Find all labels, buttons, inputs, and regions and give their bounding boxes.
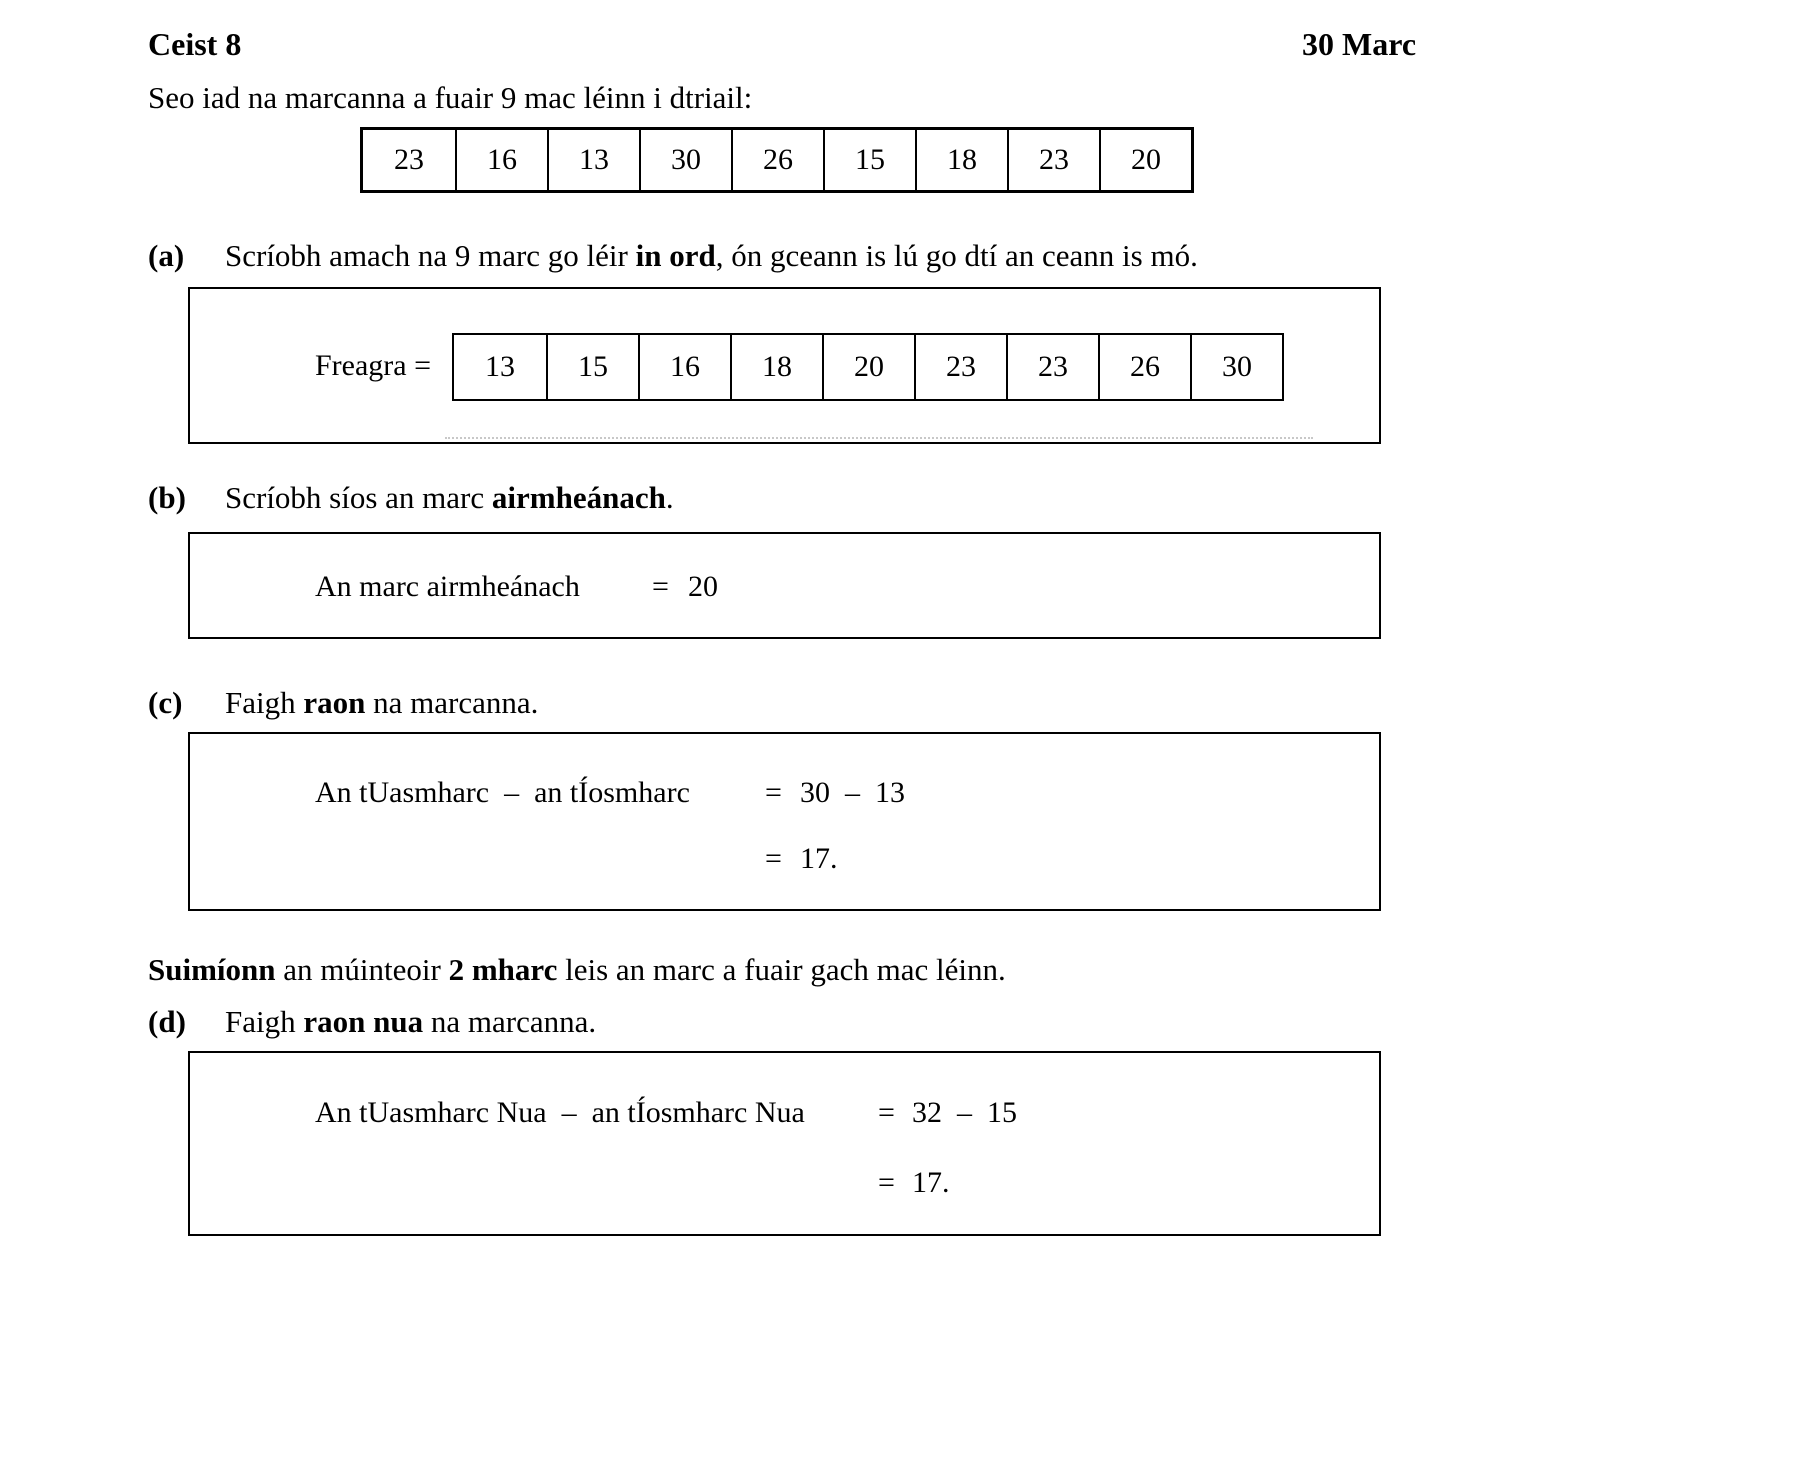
part-c-line1-equals: =	[765, 776, 782, 809]
marks-cell: 18	[915, 130, 1007, 190]
part-a-label: (a)	[148, 238, 185, 273]
part-b-text-bold: airmheánach	[491, 480, 666, 515]
part-a-text	[225, 238, 1198, 274]
answer-cell: 16	[638, 335, 730, 399]
answer-cell: 30	[1190, 335, 1282, 399]
answer-cell: 23	[1006, 335, 1098, 399]
part-d-text-bold: raon nua	[303, 1004, 424, 1039]
part-b-answer-label: An marc airmheánach	[315, 570, 580, 603]
intro-text: Seo iad na marcanna a fuair 9 mac léinn i dtriail:	[148, 80, 753, 115]
marks-cell: 26	[731, 130, 823, 190]
part-d-line1-value: 32 – 15	[912, 1096, 1017, 1129]
part-a-text-post: , ón gceann is lú go dtí an ceann is mó.	[715, 238, 1198, 273]
part-c-text-post: na marcanna.	[365, 685, 539, 720]
part-c-line2-value: 17.	[800, 842, 838, 875]
answer-cell: 26	[1098, 335, 1190, 399]
answer-cell: 23	[914, 335, 1006, 399]
marks-cell: 15	[823, 130, 915, 190]
faint-answer-line	[445, 437, 1313, 439]
marks-cell: 13	[547, 130, 639, 190]
part-b-label: (b)	[148, 480, 186, 515]
part-a-answer-box	[188, 287, 1381, 444]
note-bold-1: Suimíonn	[148, 952, 276, 987]
part-b-text-post: .	[665, 480, 674, 515]
part-d-line1-label: An tUasmharc Nua – an tÍosmharc Nua	[315, 1096, 805, 1129]
part-d-text	[225, 1004, 596, 1040]
part-a-answer-prefix: Freagra =	[315, 349, 432, 382]
part-d-answer-box	[188, 1051, 1381, 1236]
part-c-answer-box	[188, 732, 1381, 911]
part-d-line1-equals: =	[878, 1096, 895, 1129]
part-b-text	[225, 480, 674, 516]
part-d-text-post: na marcanna.	[423, 1004, 597, 1039]
marks-cell: 16	[455, 130, 547, 190]
part-a-text-pre: Scríobh amach na 9 marc go léir	[225, 238, 636, 273]
answer-cell: 20	[822, 335, 914, 399]
part-d-line2-equals: =	[878, 1166, 895, 1199]
marks-total: 30 Marc	[1302, 26, 1417, 62]
answer-cell: 18	[730, 335, 822, 399]
teacher-note	[148, 952, 1006, 988]
part-c-label: (c)	[148, 685, 183, 720]
marks-table	[360, 127, 1194, 193]
answer-cell: 13	[485, 350, 515, 383]
part-c-text	[225, 685, 538, 721]
part-d-line2-value: 17.	[912, 1166, 950, 1199]
answer-cell: 15	[546, 335, 638, 399]
part-a-answer-table	[452, 333, 1284, 401]
part-c-line1-label: An tUasmharc – an tÍosmharc	[315, 776, 690, 809]
question-title: Ceist 8	[148, 26, 242, 62]
marks-cell: 23	[1007, 130, 1099, 190]
part-b-answer-box	[188, 532, 1381, 639]
note-post: leis an marc a fuair gach mac léinn.	[557, 952, 1006, 987]
part-d-label: (d)	[148, 1004, 186, 1039]
part-c-line1-value: 30 – 13	[800, 776, 905, 809]
part-c-text-pre: Faigh	[225, 685, 304, 720]
note-bold-2: 2 mharc	[448, 952, 558, 987]
part-c-text-bold: raon	[303, 685, 366, 720]
part-d-text-pre: Faigh	[225, 1004, 304, 1039]
marks-cell: 23	[394, 143, 424, 176]
note-mid: an múinteoir	[275, 952, 449, 987]
part-b-equals: =	[652, 570, 669, 603]
marks-cell: 20	[1099, 130, 1191, 190]
part-b-answer-value: 20	[688, 570, 718, 603]
marks-cell: 30	[639, 130, 731, 190]
part-b-text-pre: Scríobh síos an marc	[225, 480, 492, 515]
part-c-line2-equals: =	[765, 842, 782, 875]
part-a-text-bold: in ord	[635, 238, 716, 273]
